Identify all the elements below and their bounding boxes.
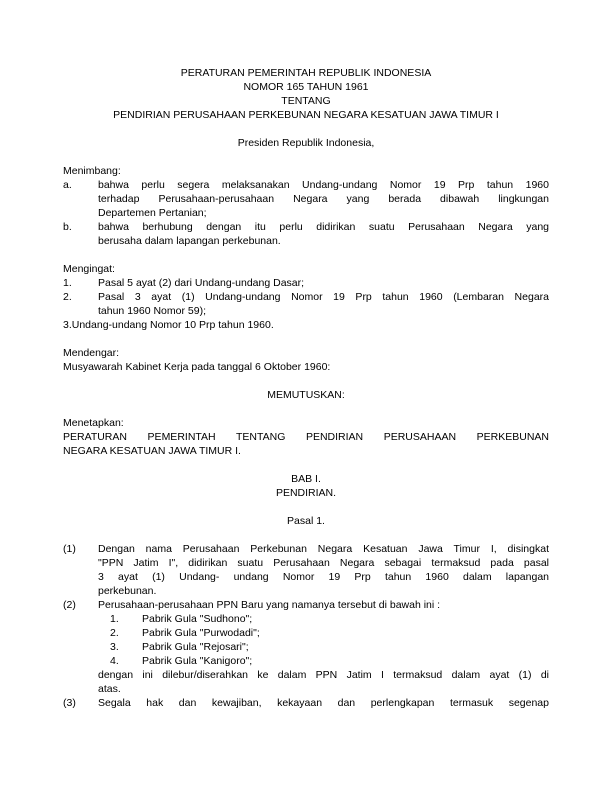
text-line: Menetapkan:	[63, 417, 124, 429]
text-line: NOMOR 165 TAHUN 1961	[243, 81, 369, 93]
text-line: Pabrik Gula "Rejosari";	[142, 641, 249, 653]
list-label: 3.	[110, 641, 119, 653]
text-line: dengan ini dilebur/diserahkan ke dalam PPN Jatim I termaksud dalam ayat (1) di	[98, 669, 549, 681]
text-line: tahun 1960 Nomor 59);	[98, 305, 206, 317]
text-line: PERATURAN PEMERINTAH TENTANG PENDIRIAN PERUSAHAAN PERKEBUNAN	[63, 431, 549, 443]
text-line: Pasal 5 ayat (2) dari Undang-undang Dasar;	[98, 277, 305, 289]
mendengar-section	[63, 346, 549, 374]
text-line: Pasal 3 ayat (1) Undang-undang Nomor 19 Prp tahun 1960 (Lembaran Negara	[98, 291, 549, 303]
consideration-item-b	[63, 220, 549, 248]
text-line: bahwa perlu segera melaksanakan Undang-undang Nomor 19 Prp tahun 1960	[98, 179, 549, 191]
list-label: b.	[63, 221, 72, 233]
menetapkan-heading	[63, 416, 549, 430]
text-line: "PPN Jatim I", didirikan suatu Perusahaan Negara sebagai termaksud pada pasal	[98, 557, 549, 569]
bab-heading	[63, 472, 549, 500]
text-line: perkebunan.	[98, 585, 157, 597]
text-line: atas.	[98, 683, 121, 695]
text-line: bahwa berhubung dengan itu perlu didirikan suatu Perusahaan Negara yang	[98, 221, 549, 233]
pasal1-ayat-1	[63, 542, 549, 598]
text-line: PENDIRIAN PERUSAHAAN PERKEBUNAN NEGARA KESATUAN JAWA TIMUR I	[113, 109, 499, 121]
list-label: (1)	[63, 543, 76, 555]
text-line: MEMUTUSKAN:	[267, 389, 345, 401]
text-line: Mengingat:	[63, 263, 115, 275]
text-line: Mendengar:	[63, 347, 120, 359]
text-line: berusaha dalam lapangan perkebunan.	[98, 235, 281, 247]
legal-basis-item-2	[63, 290, 549, 318]
factory-item-3	[63, 640, 549, 654]
legal-basis-item-3	[63, 318, 549, 332]
list-label: 4.	[110, 655, 119, 667]
pasal1-ayat-3	[63, 696, 549, 710]
text-line: terhadap Perusahaan-perusahaan Negara yang berada dibawah lingkungan	[98, 193, 549, 205]
factory-item-2	[63, 626, 549, 640]
text-line: Menimbang:	[63, 165, 121, 177]
factory-item-4	[63, 654, 549, 668]
text-line: Pasal 1.	[287, 515, 325, 527]
mengingat-heading	[63, 262, 549, 276]
factory-item-1	[63, 612, 549, 626]
document-body	[63, 66, 549, 710]
text-line: BAB I.	[291, 473, 321, 485]
pasal1-ayat-2-continuation	[63, 668, 549, 696]
text-line: Segala hak dan kewajiban, kekayaan dan perlengkapan termasuk segenap	[98, 697, 549, 709]
text-line: 3 ayat (1) Undang- undang Nomor 19 Prp tahun 1960 dalam lapangan	[98, 571, 549, 583]
president-line	[63, 136, 549, 150]
list-label: (2)	[63, 599, 76, 611]
decision-title	[63, 430, 549, 458]
pasal-heading	[63, 514, 549, 528]
list-label: a.	[63, 179, 72, 191]
legal-basis-item-1	[63, 276, 549, 290]
text-line: Presiden Republik Indonesia,	[237, 137, 375, 149]
list-label: 1.	[110, 613, 119, 625]
text-line: Pabrik Gula "Purwodadi";	[142, 627, 260, 639]
list-label: 1.	[63, 277, 72, 289]
text-line: NEGARA KESATUAN JAWA TIMUR I.	[63, 445, 241, 457]
list-label: (3)	[63, 697, 76, 709]
list-label: 2.	[110, 627, 119, 639]
text-line: TENTANG	[281, 95, 331, 107]
text-line: Musyawarah Kabinet Kerja pada tanggal 6 Oktober 1960:	[63, 361, 331, 373]
consideration-item-a	[63, 178, 549, 220]
menimbang-heading	[63, 164, 549, 178]
text-line: Perusahaan-perusahaan PPN Baru yang namanya tersebut di bawah ini :	[98, 599, 441, 611]
document-title	[63, 66, 549, 122]
text-line: PENDIRIAN.	[275, 487, 337, 499]
text-line: Pabrik Gula "Kanigoro";	[142, 655, 253, 667]
memutuskan-heading	[63, 388, 549, 402]
list-label: 2.	[63, 291, 72, 303]
text-line: Departemen Pertanian;	[98, 207, 207, 219]
text-line: Pabrik Gula "Sudhono";	[142, 613, 253, 625]
text-line: 3.Undang-undang Nomor 10 Prp tahun 1960.	[63, 319, 274, 331]
pasal1-ayat-2	[63, 598, 549, 612]
text-line: PERATURAN PEMERINTAH REPUBLIK INDONESIA	[180, 67, 432, 79]
text-line: Dengan nama Perusahaan Perkebunan Negara Kesatuan Jawa Timur I, disingkat	[98, 543, 549, 555]
